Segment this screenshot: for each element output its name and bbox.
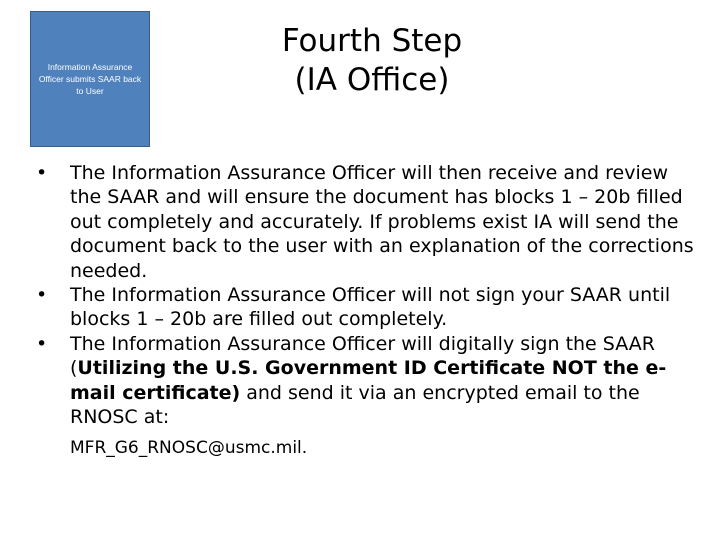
- bullet-icon: •: [36, 332, 48, 355]
- email-address: MFR_G6_RNOSC@usmc.mil.: [70, 438, 308, 459]
- bullet-icon: •: [36, 284, 48, 307]
- bullet-icon: •: [36, 162, 48, 184]
- bullet-item-1: [36, 161, 696, 283]
- bullet-list: [36, 161, 696, 459]
- bullet-item-3: [36, 332, 696, 460]
- step-box: [30, 11, 150, 147]
- title-line-2: (IA Office): [294, 62, 450, 98]
- bullet-3-text-bold: Utilizing the U.S. Government ID Certificate NOT the e-mail certificate): [70, 357, 667, 404]
- slide-title: [262, 22, 482, 100]
- bullet-item-2: [36, 283, 696, 332]
- step-box-text: Information Assurance Officer submits SAAR back to User: [38, 62, 142, 96]
- bullet-3-text-after: and send it via an encrypted email to the RNOSC at:: [70, 381, 640, 429]
- title-line-1: Fourth Step: [281, 23, 463, 59]
- bullet-1-text: The Information Assurance Officer will then receive and review the SAAR and will ensure the document has blocks 1 – 20b filled out completely and accurately. If problems exist IA will send the document back to the user with an explanation of the corrections needed.: [70, 162, 694, 282]
- bullet-2-text: The Information Assurance Officer will not sign your SAAR until blocks 1 – 20b are filled out completely.: [70, 284, 671, 331]
- bullet-3-text-before: The Information Assurance Officer will digitally sign the SAAR (: [70, 332, 655, 380]
